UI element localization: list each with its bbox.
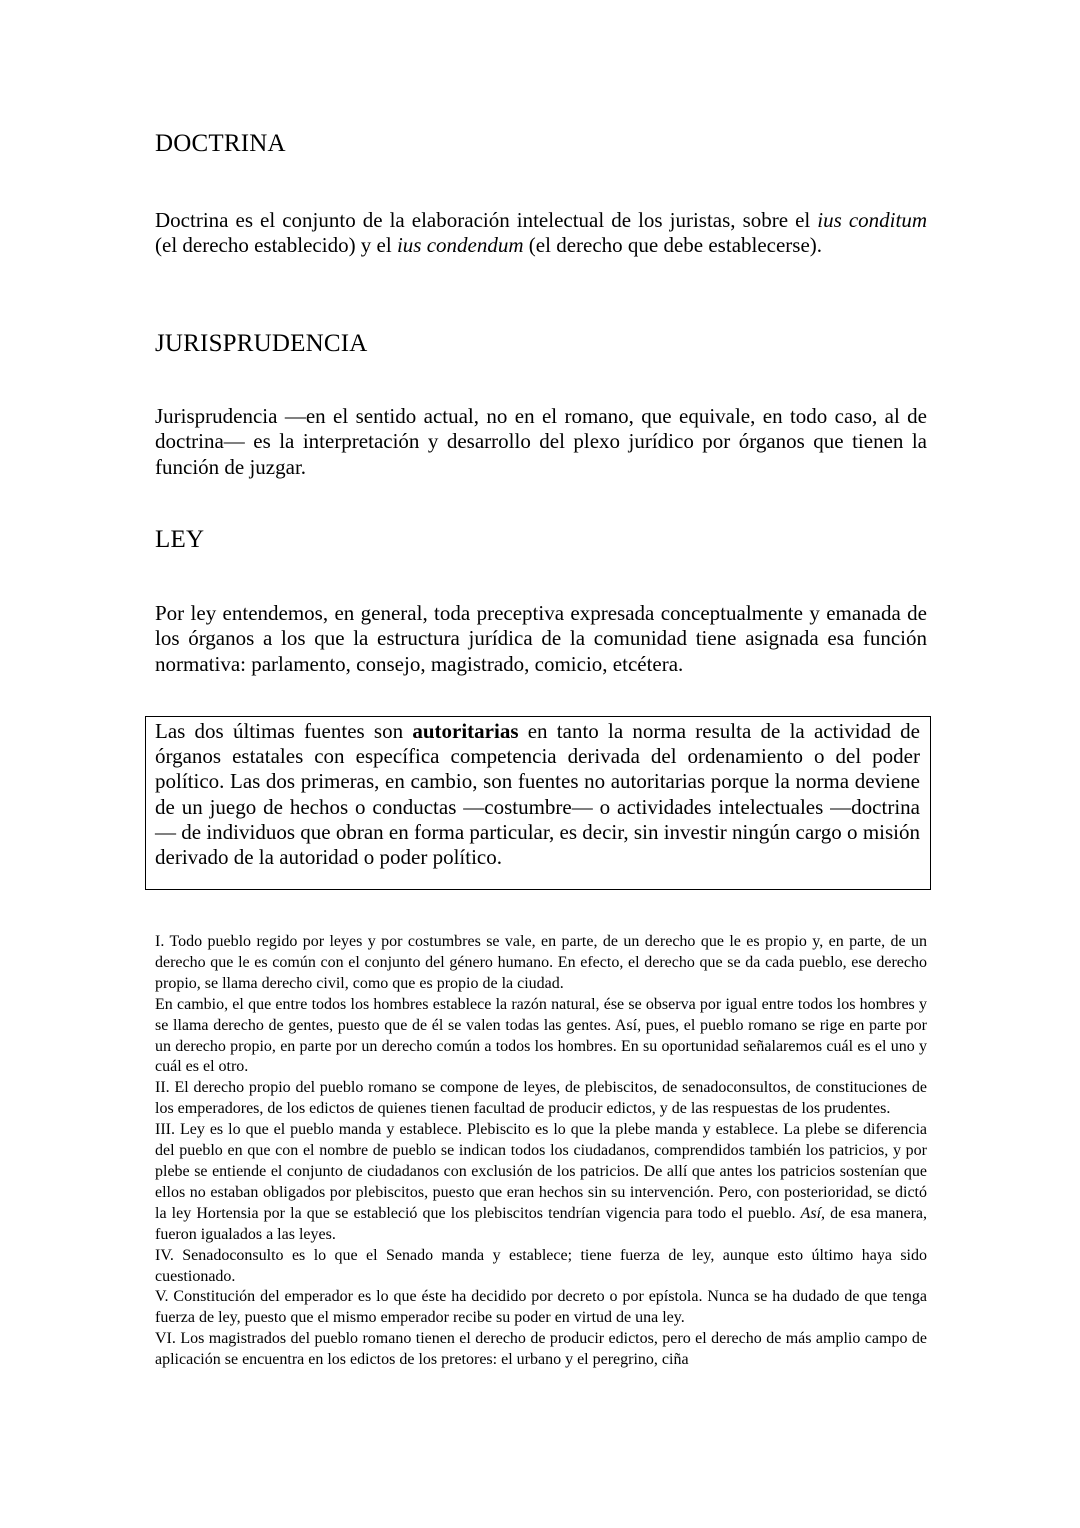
excerpt-paragraph-1: I. Todo pueblo regido por leyes y por costumbres se vale, en parte, de un derecho que le es propio y, en parte, de un derecho que le es común con el conjunto del género humano. En efecto, el derecho que se da cada pueblo, ese derecho propio, se llama derecho civil, como que es propio de la ciudad. (155, 933, 927, 992)
heading-ley: LEY (155, 526, 205, 553)
fuentes-note-box (145, 716, 931, 890)
excerpt-paragraph-7: VI. Los magistrados del pueblo romano tienen el derecho de producir edictos, pero el derecho de más amplio campo de aplicación se encuentra en los edictos de los pretores: el urbano y el peregrino, ciña (155, 1330, 927, 1369)
doctrina-term-ius-condendum: ius condendum (396, 233, 524, 258)
jurisprudencia-paragraph: Jurisprudencia —en el sentido actual, no en el romano, que equivale, en todo caso, al de doctrina— es la interpretación y desarrollo del plexo jurídico por órganos que tienen la función de juzgar. (155, 404, 927, 479)
doctrina-text-3: (el derecho que debe establecerse). (523, 233, 823, 258)
heading-jurisprudencia: JURISPRUDENCIA (155, 330, 368, 357)
excerpt-4-italic: Así, (800, 1204, 826, 1222)
doctrina-paragraph (155, 208, 927, 259)
excerpt-paragraph-2: En cambio, el que entre todos los hombres establece la razón natural, ése se observa por igual entre todos los hombres y se llama derecho de gentes, puesto que de él se valen todas las gentes. Así, pues, el pueblo romano se rige en parte por un derecho propio, en parte por un derecho común a todos los hombres. En su oportunidad señalaremos cuál es el uno y cuál es el otro. (155, 995, 927, 1076)
box-text-2: en tanto la norma resulta de la actividad de órganos estatales con específica competencia derivada del ordenamiento o del poder político. Las dos primeras, en cambio, son fuentes no autoritarias porque la norma deviene de un juego de hechos o conductas —costumbre— o actividades intelectuales —doctrina— de individuos que obran en forma particular, es decir, sin investir ningún cargo o misión derivado de la autoridad o poder político. (155, 719, 921, 870)
doctrina-text-2: (el derecho establecido) y el (155, 233, 397, 258)
box-text-1: Las dos últimas fuentes son (155, 719, 413, 743)
box-term-autoritarias: autoritarias (412, 719, 519, 743)
doctrina-term-ius-conditum: ius conditum (817, 208, 927, 232)
excerpt-4-tail: de esa manera, fueron igualados a las leyes. (155, 1204, 928, 1243)
fuentes-note-paragraph (155, 719, 920, 870)
doctrina-text-1: Doctrina es el conjunto de la elaboración intelectual de los juristas, sobre el (155, 208, 818, 232)
excerpt-paragraph-4 (155, 1120, 927, 1245)
excerpt-paragraph-6: V. Constitución del emperador es lo que éste ha decidido por decreto o por epístola. Nunca se ha dudado de que tenga fuerza de ley, puesto que el mismo emperador recibe su poder en virtud de una ley. (155, 1288, 927, 1327)
excerpt-paragraph-5: IV. Senadoconsulto es lo que el Senado manda y establece; tiene fuerza de ley, aunque esto último haya sido cuestionado. (155, 1246, 927, 1285)
excerpt-paragraph-3: II. El derecho propio del pueblo romano se compone de leyes, de plebiscitos, de senadoconsultos, de constituciones de los emperadores, de los edictos de quienes tienen facultad de producir edictos, y de las respuestas de los prudentes. (155, 1079, 927, 1118)
heading-doctrina: DOCTRINA (155, 130, 286, 157)
ley-paragraph: Por ley entendemos, en general, toda preceptiva expresada conceptualmente y emanada de los órganos a los que la estructura jurídica de la comunidad tiene asignada esa función normativa: parlamento, consejo, magistrado, comicio, etcétera. (155, 601, 927, 676)
excerpt-4-text: III. Ley es lo que el pueblo manda y establece. Plebiscito es lo que la plebe manda y establece. La plebe se diferencia del pueblo en que con el nombre de pueblo se indican todos los ciudadanos, comprendidos también los patricios, y por plebe se entiende el conjunto de ciudadanos con exclusión de los patricios. De allí que antes los patricios sostenían que ellos no estaban obligados por plebiscitos, puesto que eran hechos sin su intervención. Pero, con posterioridad, se dictó la ley Hortensia por la que se estableció que los plebiscitos tendrían vigencia para todo el pueblo. (155, 1121, 927, 1222)
institutes-excerpt (155, 932, 927, 1371)
